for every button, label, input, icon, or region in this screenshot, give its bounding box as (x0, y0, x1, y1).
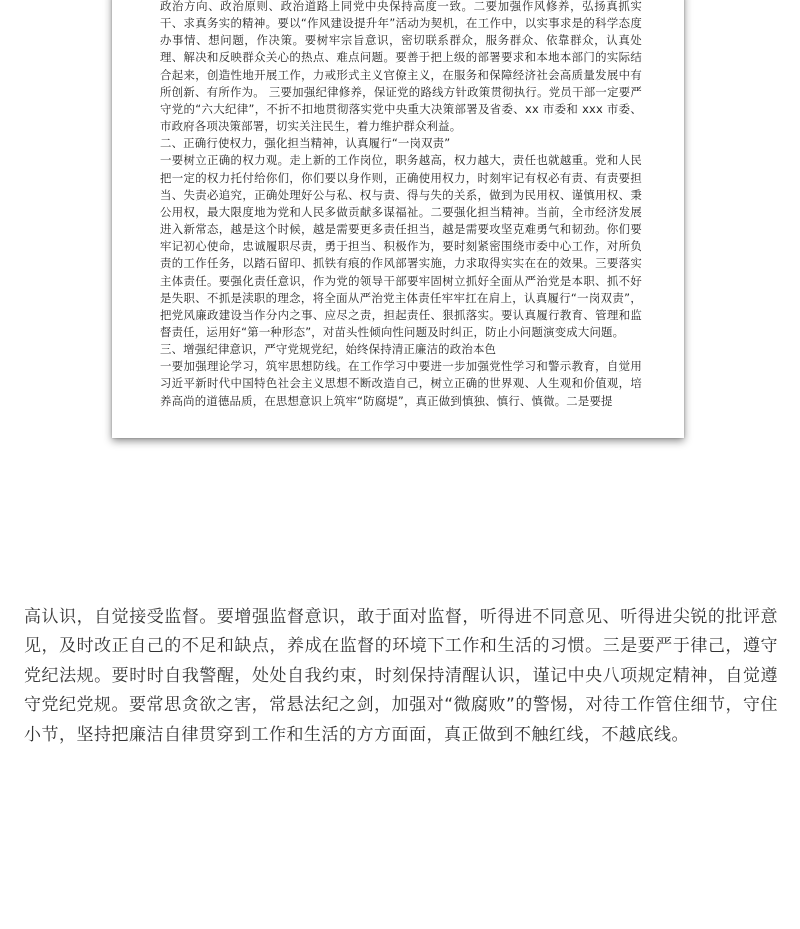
body-paragraph: 一要加强理论学习，筑牢思想防线。在工作学习中要进一步加强党性学习和警示教育，自觉用习近平新时代中国特色社会主义思想不断改造自己，树立正确的世界观、人生观和价值观，培养高尚的道德品质，在思想意识上筑牢“防腐堤”，真正做到慎独、慎行、慎微。二是要提 (160, 359, 642, 408)
document-body (160, 0, 642, 410)
section-heading: 三、增强纪律意识，严守党规党纪，始终保持清正廉洁的政治本色 (160, 342, 497, 357)
continuation-paragraph: 高认识，自觉接受监督。要增强监督意识，敢于面对监督，听得进不同意见、听得进尖锐的批评意见，及时改正自己的不足和缺点，养成在监督的环境下工作和生活的习惯。三是要严于律己，遵守党纪法规。要时时自我警醒，处处自我约束，时刻保持清醒认识，谨记中央八项规定精神，自觉遵守党纪党规。要常思贪欲之害，常悬法纪之剑，加强对“微腐败”的警惕，对待工作管住细节，守住小节，坚持把廉洁自律贯穿到工作和生活的方方面面，真正做到不触红线，不越底线。 (24, 607, 778, 745)
section-heading: 二、正确行使权力，强化担当精神，认真履行“一岗双责” (160, 136, 451, 151)
document-page-preview (112, 0, 684, 438)
body-paragraph: 政治方向、政治原则、政治道路上同党中央保持高度一致。二要加强作风修养，弘扬真抓实干、求真务实的精神。要以“作风建设提升年”活动为契机，在工作中，以实事求是的科学态度办事情、想问题，作决策。要树牢宗旨意识，密切联系群众，服务群众、依靠群众，认真处理、解决和反映群众关心的热点、难点问题。要善于把上级的部署要求和本地本部门的实际结合起来，创造性地开展工作，力戒形式主义官僚主义，在服务和保障经济社会高质量发展中有所创新、有所作为。 三要加强纪律修养，保证党的路线方针政策贯彻执行。党员干部一定要严守党的“六大纪律”，不折不扣地贯彻落实党中央重大决策部署及省委、xx 市委和 xxx 市委、市政府各项决策部署，切实关注民生，着力维护群众利益。 (160, 0, 642, 134)
body-paragraph: 一要树立正确的权力观。走上新的工作岗位，职务越高，权力越大，责任也就越重。党和人民把一定的权力托付给你们，你们要以身作则，正确使用权力，时刻牢记有权必有责、有责要担当、失责必追究，正确处理好公与私、权与责、得与失的关系，做到为民用权、谨慎用权、秉公用权，最大限度地为党和人民多做贡献多谋福祉。二要强化担当精神。当前，全市经济发展进入新常态，越是这个时候，越是需要更多责任担当，越是需要攻坚克难勇气和韧劲。你们要牢记初心使命，忠诚履职尽责，勇于担当、积极作为，要时刻紧密围绕市委中心工作，对所负责的工作任务，以踏石留印、抓铁有痕的作风部署实施，力求取得实实在在的效果。三要落实主体责任。要强化责任意识，作为党的领导干部要牢固树立抓好全面从严治党是本职、抓不好是失职、不抓是渎职的理念，将全面从严治党主体责任牢牢扛在肩上，认真履行“一岗双责”，把党风廉政建设当作分内之事、应尽之责，担起责任、狠抓落实。要认真履行教育、管理和监督责任，运用好“第一种形态”，对苗头性倾向性问题及时纠正，防止小问题演变成大问题。 (160, 153, 642, 339)
